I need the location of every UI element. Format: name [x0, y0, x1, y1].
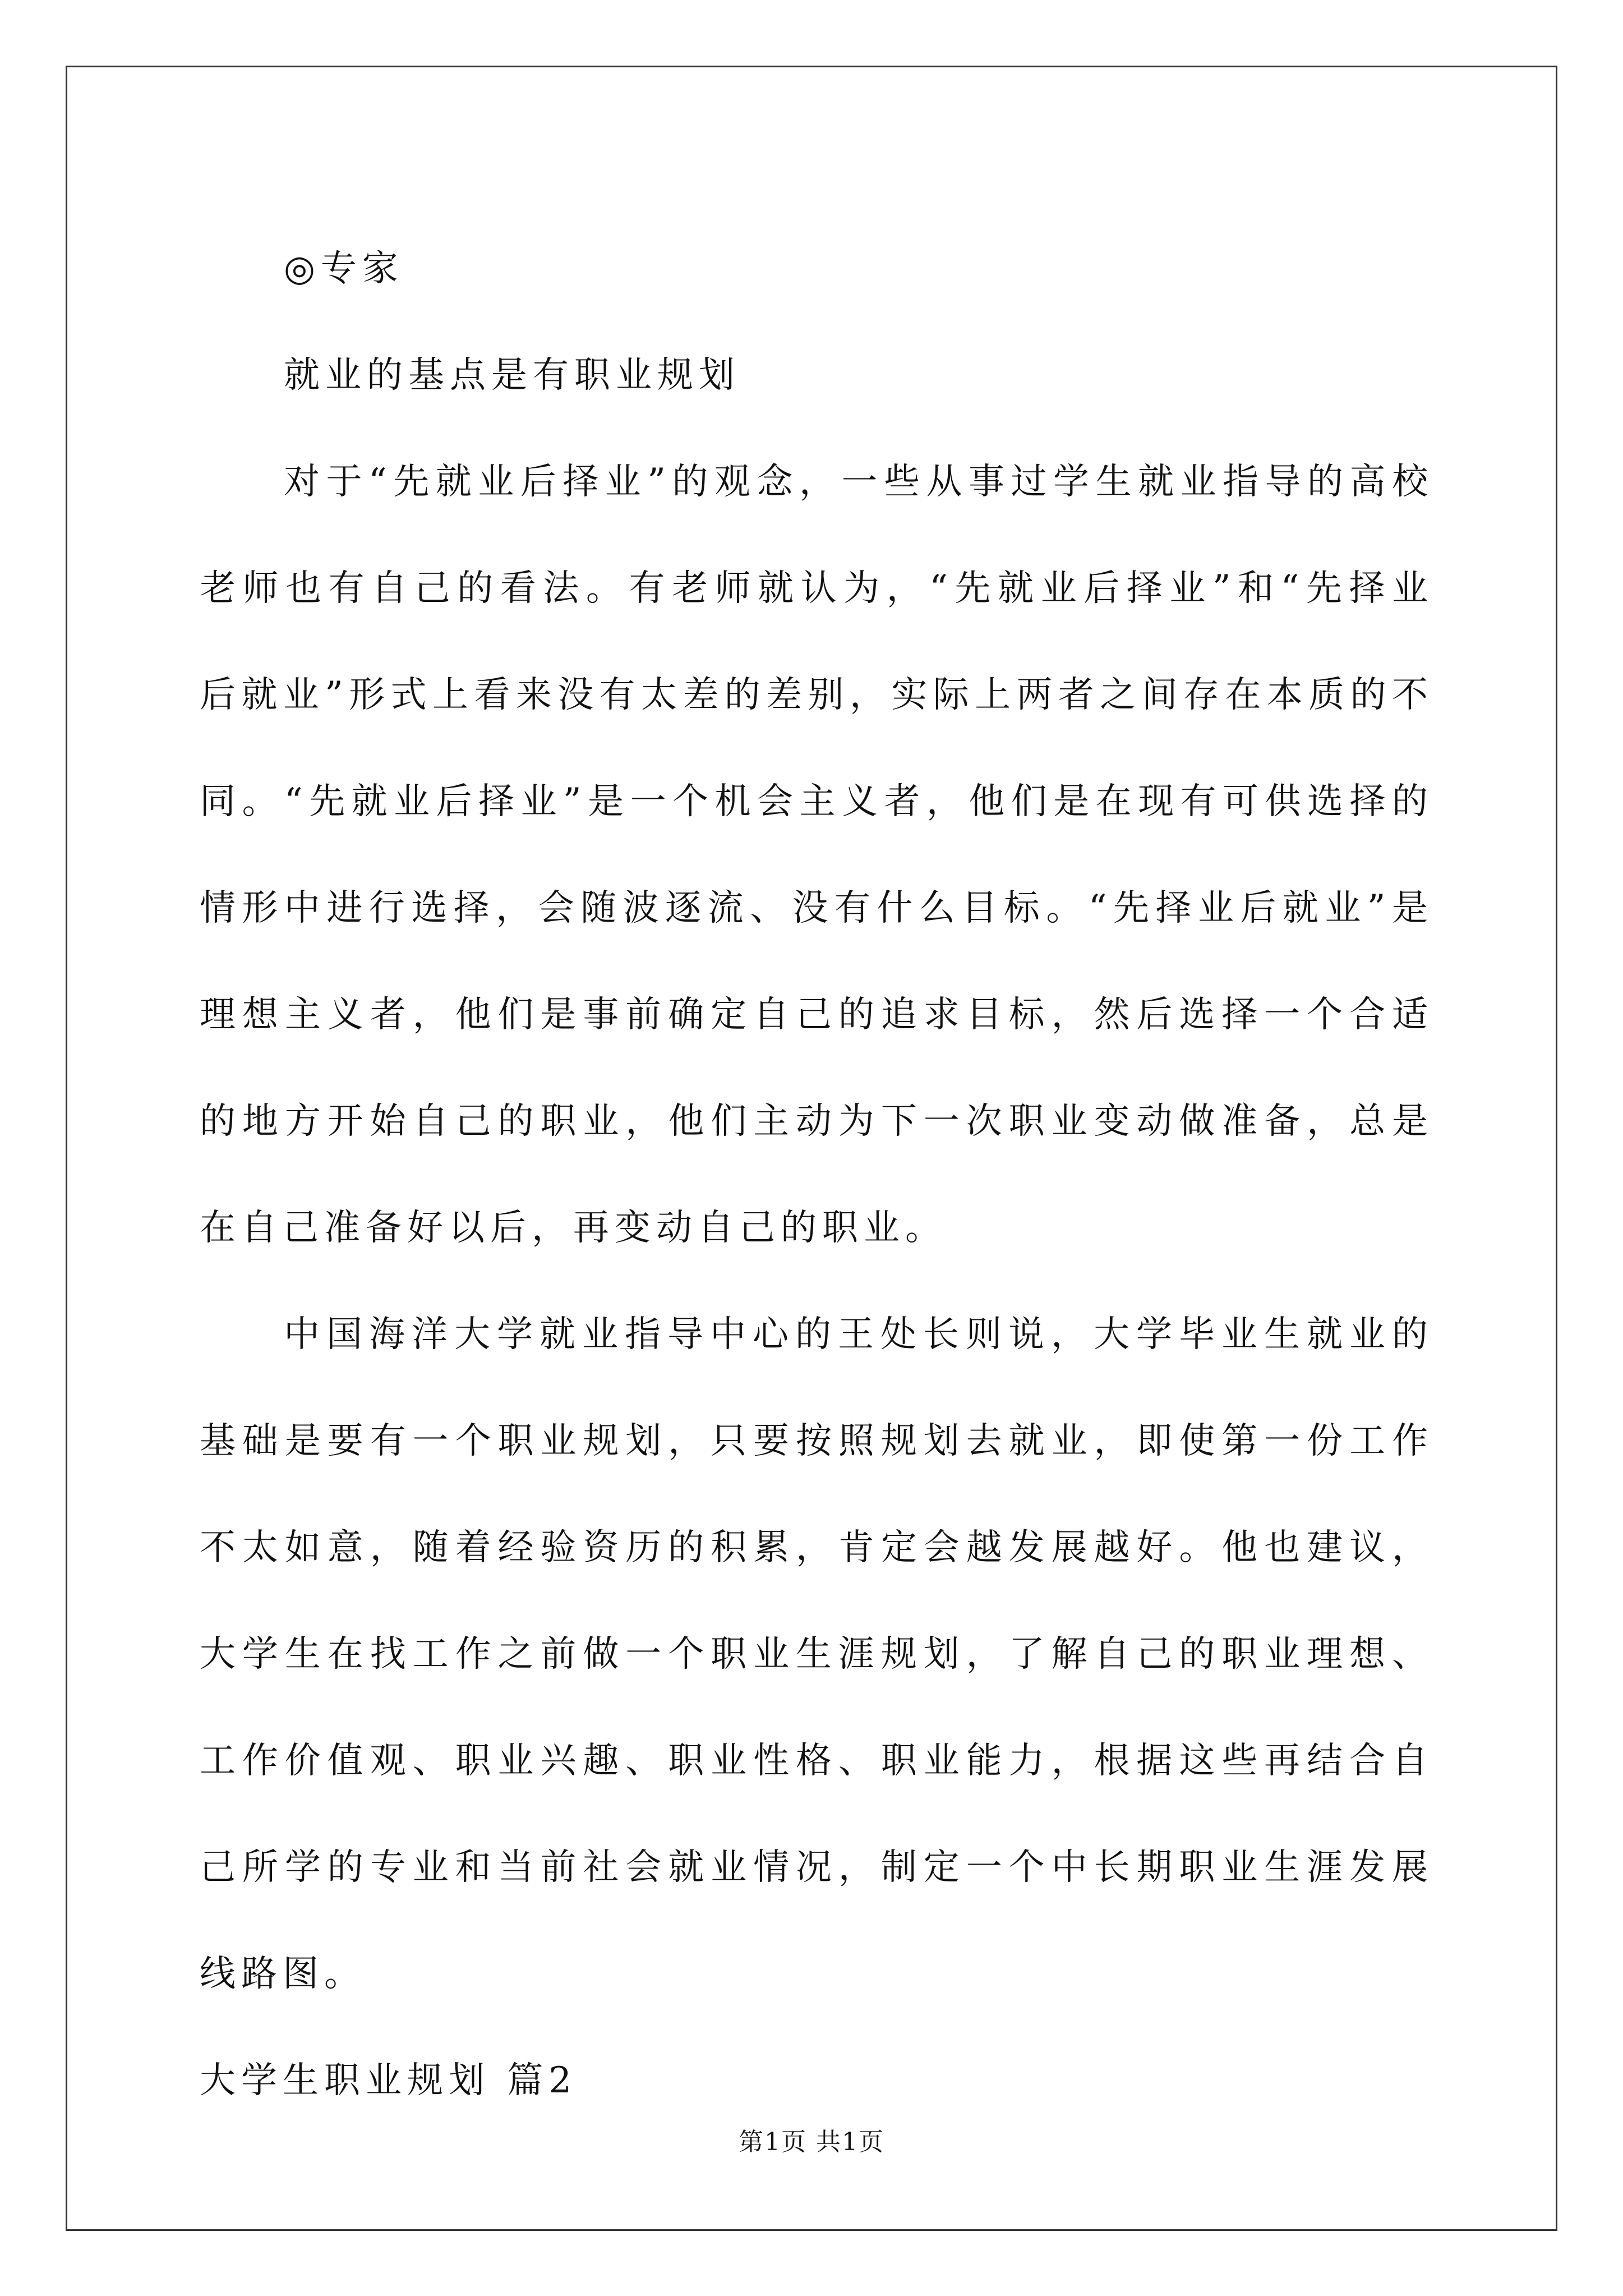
- document-body: [200, 215, 1433, 2134]
- paragraph-2: 中国海洋大学就业指导中心的王处长则说，大学毕业生就业的基础是要有一个职业规划，只要按照规划去就业，即使第一份工作不太如意，随着经验资历的积累，肯定会越发展越好。他也建议，大学生在找工作之前做一个职业生涯规划，了解自己的职业理想、工作价值观、职业兴趣、职业性格、职业能力，根据这些再结合自己所学的专业和当前社会就业情况，制定一个中长期职业生涯发展线路图。: [200, 1314, 1433, 1995]
- paragraph-1: 对于“先就业后择业”的观念，一些从事过学生就业指导的高校老师也有自己的看法。有老师就认为，“先就业后择业”和“先择业后就业”形式上看来没有太差的差别，实际上两者之间存在本质的不同。“先就业后择业”是一个机会主义者，他们是在现有可供选择的情形中进行选择，会随波逐流、没有什么目标。“先择业后就业”是理想主义者，他们是事前确定自己的追求目标，然后选择一个合适的地方开始自己的职业，他们主动为下一次职业变动做准备，总是在自己准备好以后，再变动自己的职业。: [200, 461, 1433, 1249]
- subtitle: 就业的基点是有职业规划: [284, 355, 740, 396]
- section-heading: 大学生职业规划 篇2: [200, 2060, 578, 2101]
- page-footer: 第1页 共1页: [739, 2128, 884, 2156]
- expert-label: ◎专家: [284, 248, 404, 289]
